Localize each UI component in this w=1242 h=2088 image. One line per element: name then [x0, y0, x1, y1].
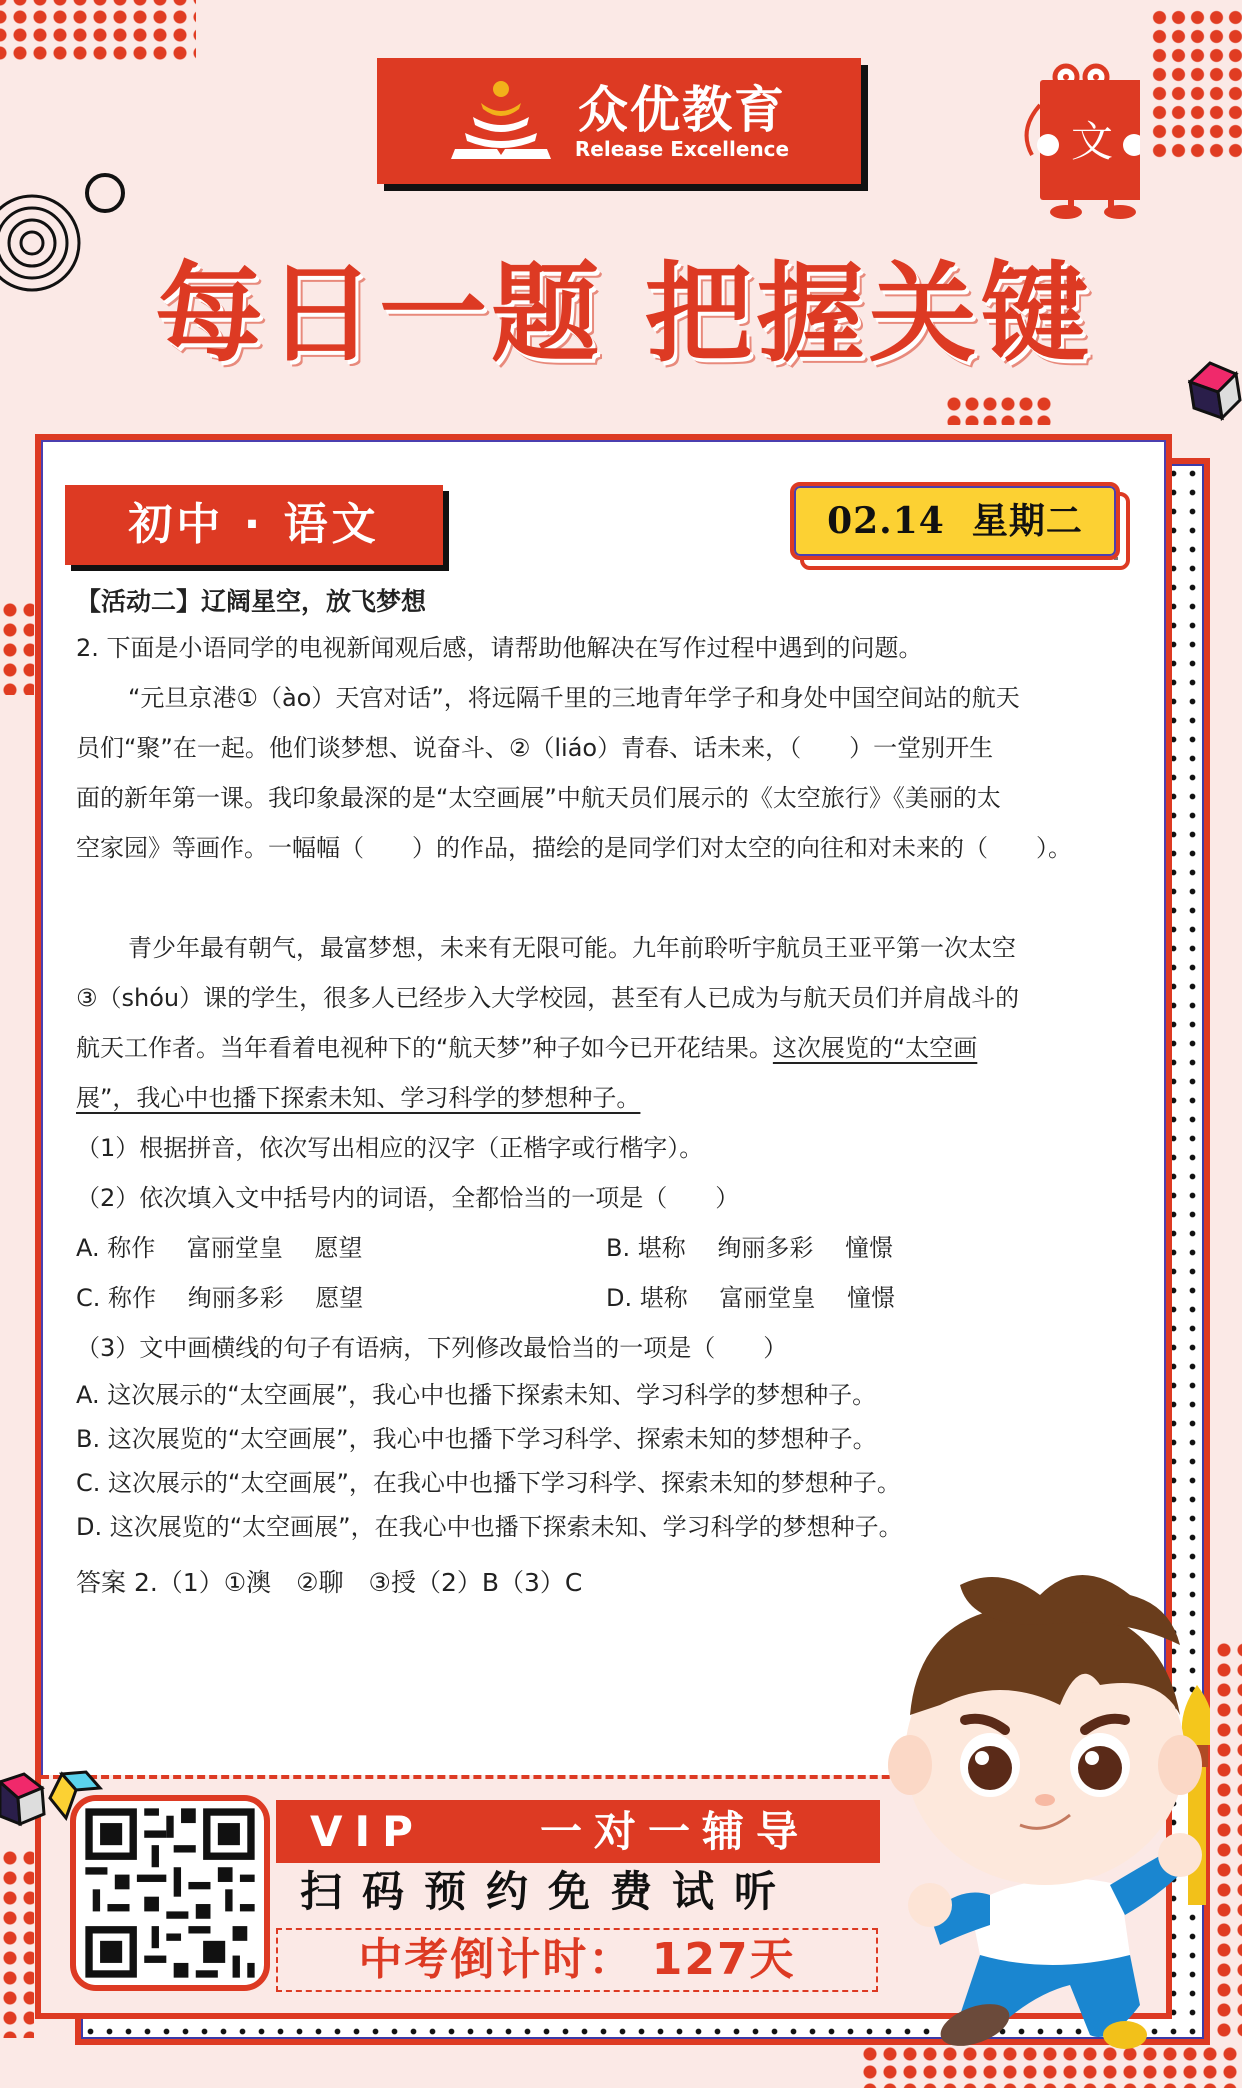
sub-question-3: （3）文中画横线的句子有语病，下列修改最恰当的一项是（ ） [76, 1334, 788, 1362]
mascot-wen [1010, 60, 1140, 220]
passage2-line: ③（shóu）课的学生，很多人已经步入大学校园，甚至有人已成为与航天员们并肩战斗的 [76, 984, 1020, 1012]
book-tree-logo-icon [449, 79, 553, 163]
passage2-line: 航天工作者。当年看着电视种下的“航天梦”种子如今已开花结果。这次展览的“太空画 [76, 1034, 978, 1062]
q2-option-b[interactable]: B. 堪称 绚丽多彩 憧憬 [606, 1234, 893, 1262]
question-content [76, 585, 1136, 1613]
q2-options-row [76, 1223, 1136, 1273]
question-intro: 2. 下面是小语同学的电视新闻观后感，请帮助他解决在写作过程中遇到的问题。 [76, 634, 923, 662]
q2-option-c[interactable]: C. 称作 绚丽多彩 愿望 [76, 1284, 364, 1312]
decor-dots-top-right [1150, 8, 1242, 158]
decor-dots-right-bottom [1214, 1640, 1242, 2040]
decor-dots-left-bottom [0, 1848, 34, 2038]
date-text: 02.14 [827, 500, 945, 542]
sub-question-2: （2）依次填入文中括号内的词语，全都恰当的一项是（ ） [76, 1184, 740, 1212]
activity-title: 【活动二】辽阔星空，放飞梦想 [76, 587, 427, 616]
decor-dots-top-right-2 [945, 395, 1055, 425]
q2-option-d[interactable]: D. 堪称 富丽堂皇 憧憬 [606, 1284, 896, 1312]
answer-text: 答案 2.（1）①澳 ②聊 ③授（2）B（3）C [76, 1568, 583, 1597]
q2-option-a[interactable]: A. 称作 富丽堂皇 愿望 [76, 1234, 363, 1262]
qr-code[interactable] [70, 1795, 270, 1991]
boy-mascot-icon [880, 1565, 1210, 2055]
one-on-one-label: 一对一辅导 [540, 1807, 811, 1856]
concentric-circles-icon [0, 170, 130, 300]
passage1-line: “元旦京港①（ào）天宫对话”，将远隔千里的三地青年学子和身处中国空间站的航天 [128, 684, 1020, 712]
decor-dots-left [0, 600, 34, 695]
exam-countdown: 中考倒计时： 127天 [276, 1928, 878, 1992]
scan-cta: 扫码预约免费试听 [300, 1867, 797, 1916]
qr-code-icon [76, 1801, 264, 1985]
subject-label: 初中 · 语文 [65, 485, 443, 565]
q3-option-a[interactable]: A. 这次展示的“太空画展”，我心中也播下探索未知、学习科学的梦想种子。 [76, 1381, 877, 1409]
underlined-sentence: 这次展览的“太空画 [772, 1034, 978, 1062]
vip-label: VIP [310, 1807, 425, 1856]
passage1-line: 空家园》等画作。一幅幅（ ）的作品，描绘的是同学们对太空的向往和对未来的（ ）。 [76, 834, 1072, 862]
cube-icon [1188, 360, 1242, 422]
page-title: 每日一题 把握关键 [155, 252, 1093, 377]
cube-icon [0, 1772, 48, 1834]
weekday-text: 星期二 [971, 500, 1083, 542]
brand-name-cn: 众优教育 [577, 81, 786, 139]
q3-option-c[interactable]: C. 这次展示的“太空画展”，在我心中也播下学习科学、探索未知的梦想种子。 [76, 1469, 901, 1497]
passage2-line: 青少年最有朝气，最富梦想，未来有无限可能。九年前聆听宇航员王亚平第一次太空 [128, 934, 1016, 962]
q3-option-b[interactable]: B. 这次展览的“太空画展”，我心中也播下学习科学、探索未知的梦想种子。 [76, 1425, 877, 1453]
brand-name-en: Release Excellence [574, 137, 790, 161]
sub-question-1: （1）根据拼音，依次写出相应的汉字（正楷字或行楷字）。 [76, 1134, 704, 1162]
underlined-sentence: 展”，我心中也播下探索未知、学习科学的梦想种子。 [76, 1084, 641, 1112]
q2-options-row [76, 1273, 1136, 1323]
vip-banner [276, 1800, 880, 1863]
passage1-line: 面的新年第一课。我印象最深的是“太空画展”中航天员们展示的《太空旅行》《美丽的太 [76, 784, 1001, 812]
passage1-line: 员们“聚”在一起。他们谈梦想、说奋斗、②（liáo）青春、话未来，（ ）一堂别开生 [76, 734, 994, 762]
brand-logo [377, 58, 861, 184]
mascot-char: 文 [1070, 117, 1113, 166]
q3-option-d[interactable]: D. 这次展览的“太空画展”，在我心中也播下探索未知、学习科学的梦想种子。 [76, 1513, 903, 1541]
decor-dots-top-left [0, 0, 196, 60]
passage2-line [76, 1073, 1136, 1123]
date-badge [790, 482, 1120, 560]
